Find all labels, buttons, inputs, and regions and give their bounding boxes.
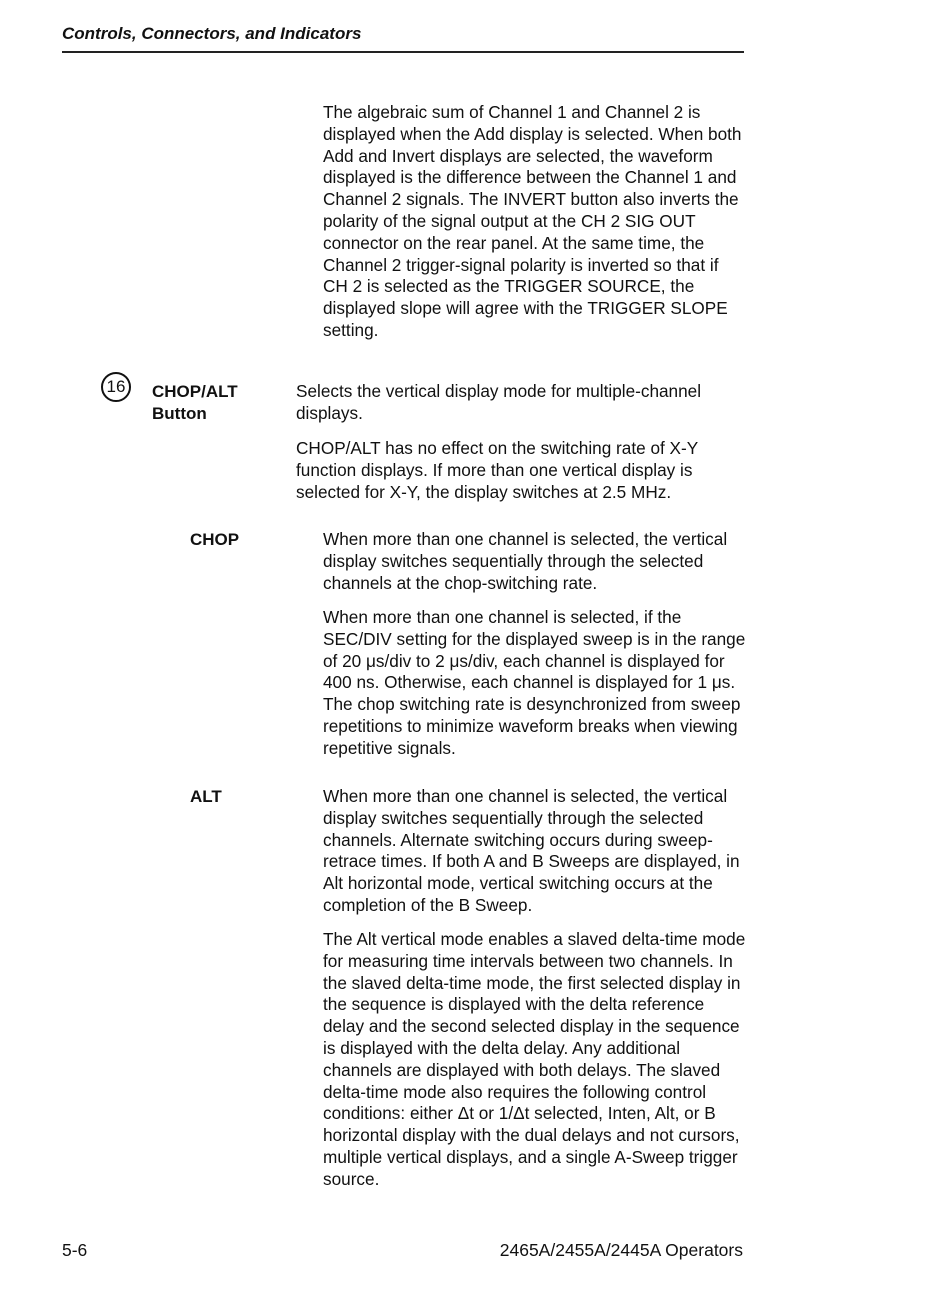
chop-alt-label-line1: CHOP/ALT <box>152 382 238 401</box>
chop-label: CHOP <box>190 530 240 549</box>
chop-alt-label-line2: Button <box>152 403 207 423</box>
chop-alt-description: Selects the vertical display mode for multiple-channel displays. <box>296 381 702 423</box>
header-rule <box>62 51 744 53</box>
chop-alt-button-label <box>152 381 238 425</box>
add-invert-paragraph: The algebraic sum of Channel 1 and Channel 2 is displayed when the Add display is selected. When both Add and Invert displays are selected, the waveform displayed is the difference between the Channel 1 and Channel 2 signals. The INVERT button also inverts the polarity of the signal output at the CH 2 SIG OUT connector on the rear panel. At the same time, the Channel 2 trigger-signal polarity is inverted so that if CH 2 is selected as the TRIGGER SOURCE, the displayed slope will agree with the TRIGGER SLOPE setting. <box>323 102 742 340</box>
alt-label: ALT <box>190 787 222 806</box>
chop-paragraph-2: When more than one channel is selected, if the SEC/DIV setting for the displayed sweep is in the range of 20 μs/div to 2 μs/div, each channel is displayed for 400 ns. Otherwise, each channel is displayed for 1 μs. The chop switching rate is desynchronized from sweep repetitions to minimize waveform breaks when viewing repetitive signals. <box>323 607 746 758</box>
item-number-badge: 16 <box>101 372 131 402</box>
alt-paragraph-1: When more than one channel is selected, the vertical display switches sequentially through the selected channels. Alternate switching occurs during sweep-retrace times. If both A and B Sweeps are displayed, in Alt horizontal mode, vertical switching occurs at the completion of the B Sweep. <box>323 786 740 915</box>
chop-paragraph-1: When more than one channel is selected, the vertical display switches sequentially through the selected channels at the chop-switching rate. <box>323 529 728 593</box>
page-number: 5-6 <box>62 1240 88 1260</box>
running-header: Controls, Connectors, and Indicators <box>62 24 362 43</box>
alt-paragraph-2: The Alt vertical mode enables a slaved delta-time mode for measuring time intervals between two channels. In the slaved delta-time mode, the first selected display in the sequence is displayed with the delta reference delay and the second selected display in the sequence is displayed with the delta delay. Any additional channels are displayed with both delays. The slaved delta-time mode also requires the following control conditions: either Δt or 1/Δt selected, Inten, Alt, or B horizontal display with the dual delays and not cursors, multiple vertical displays, and a single A-Sweep trigger source. <box>323 929 746 1189</box>
chop-alt-xy-note: CHOP/ALT has no effect on the switching rate of X-Y function displays. If more than one vertical display is selected for X-Y, the display switches at 2.5 MHz. <box>296 438 698 502</box>
manual-title: 2465A/2455A/2445A Operators <box>499 1240 743 1260</box>
